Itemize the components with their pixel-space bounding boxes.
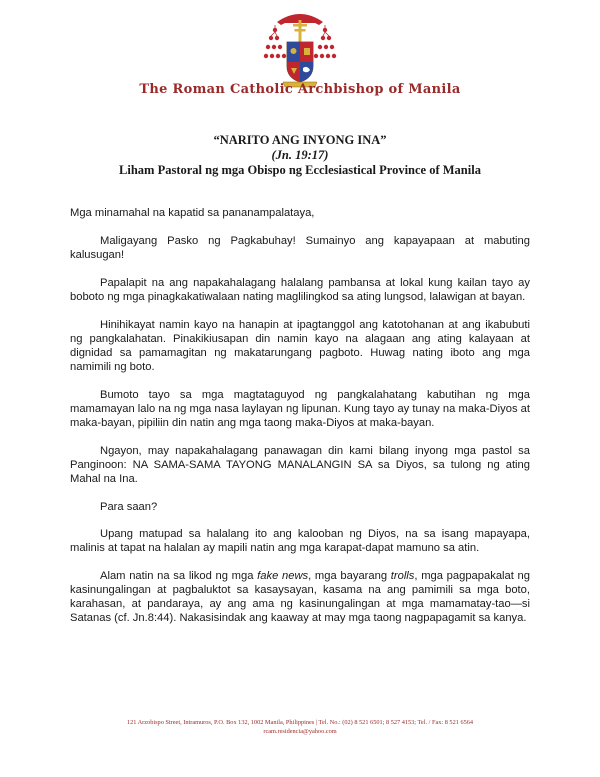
letter-title-block: [60, 133, 540, 178]
letter-title: “NARITO ANG INYONG INA”: [213, 133, 387, 147]
para8-text-3: , mga pagpapakalat ng kasinungalingan at pagbaluktot sa kasaysayan, kasama na ang pamimili sa mga boto, karahasan, at pandaraya, ay ang ama ng kasinungalingan at mga mamamatay-tao—si Satanas (cf. Jn.8:44). Nakasisindak ang kaaway at may mga taong nagpapagamit sa kanya.: [70, 569, 531, 625]
archdiocese-coat-of-arms: [263, 8, 337, 90]
letterhead-footer: [0, 718, 600, 736]
footer-email: rcam.residencia@yahoo.com: [263, 728, 337, 735]
letter-subtitle: Liham Pastoral ng mga Obispo ng Ecclesiastical Province of Manila: [119, 163, 481, 177]
letter-body: [70, 206, 530, 639]
paragraph-truth: Hinihikayat namin kayo na hanapin at ipagtanggol ang katotohanan at ang ikabubuti ng pangkalahatan. Pinakikiusapan din namin kayo na alagaan ang ating kalayaan at dignidad sa pamamagitan ng makatarungang pagboto. Huwag nating iboto ang mga namimili ng boto.: [70, 318, 530, 374]
para8-text-2: , mga bayarang: [308, 569, 391, 582]
paragraph-prayer-call: Ngayon, may napakahalagang panawagan din kami bilang inyong mga pastol sa Panginoon: NA SAMA-SAMA TAYONG MANALANGIN SA sa Diyos, sa tulong ng ating Mahal na Ina.: [70, 444, 530, 486]
paragraph-enemy: [70, 569, 530, 626]
para8-italic-trolls: trolls: [390, 569, 415, 582]
organization-name: The Roman Catholic Archbishop of Manila: [139, 82, 461, 97]
paragraph-greeting: Maligayang Pasko ng Pagkabuhay! Sumainyo ang kapayapaan at mabuting kalusugan!: [70, 235, 530, 262]
paragraph-vote: Bumoto tayo sa mga magtataguyod ng pangkalahatang kabutihan ng mga mamamayan lalo na ng mga nasa laylayan ng lipunan. Kung tayo ay tunay na maka-Diyos at maka-bayan, pipiliin din natin ang mga taong maka-Diyos at maka-bayan.: [70, 388, 530, 430]
coat-of-arms-icon: [263, 8, 337, 90]
paragraph-election: Papalapit na ang napakahalagang halalang pambansa at lokal kung kailan tayo ay boboto ng mga pinagkakatiwalaan nating maglilingkod sa ating lungsod, lalawigan at bayan.: [70, 276, 530, 304]
paragraph-question: Para saan?: [100, 500, 158, 513]
para8-text-1: Alam natin na sa likod ng mga: [100, 569, 258, 582]
salutation: Mga minamahal na kapatid sa pananampalataya,: [70, 207, 315, 219]
footer-address: 121 Arzobispo Street, Intramuros, P.O. Box 132, 1002 Manila, Philippines | Tel. No.: (02) 8 521 6501; 8 527 4153; Tel. / Fax: 8 521 6564: [126, 719, 474, 726]
scripture-reference: (Jn. 19:17): [271, 148, 329, 162]
paragraph-purpose: Upang matupad sa halalang ito ang kalooban ng Diyos, na sa isang mapayapa, malinis at tapat na halalan ay mapili natin ang mga karapat-dapat mamuno sa atin.: [70, 528, 530, 555]
para8-italic-fake-news: fake news: [257, 569, 309, 582]
